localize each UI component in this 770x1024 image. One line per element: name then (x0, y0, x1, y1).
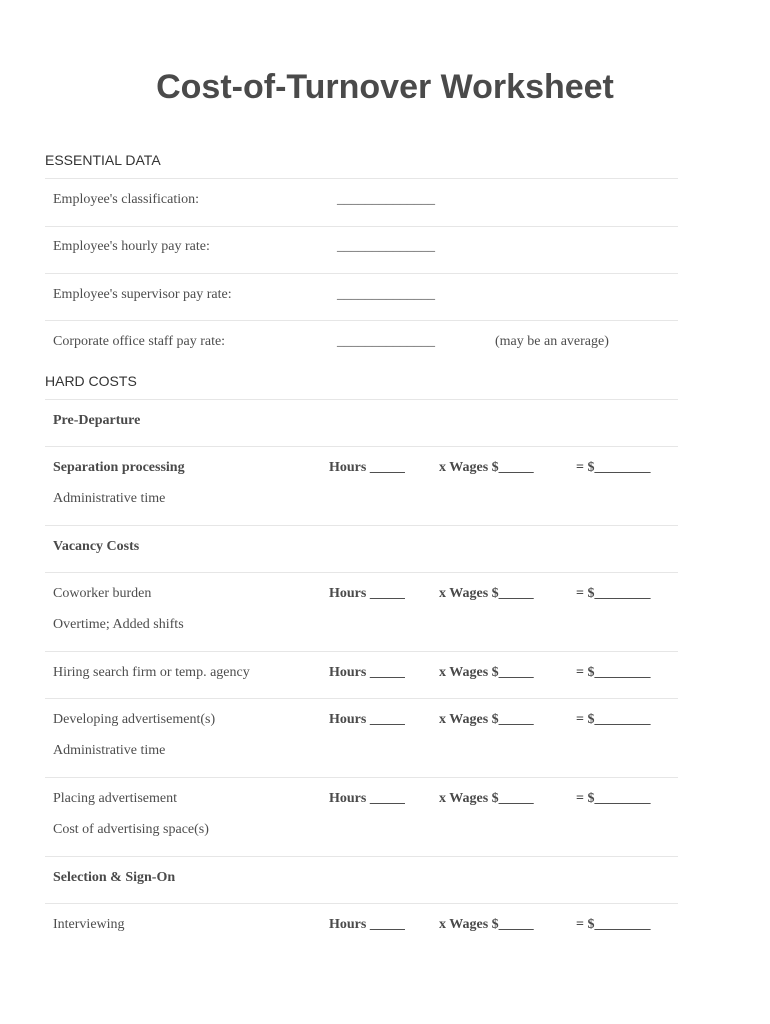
page-title: Cost-of-Turnover Worksheet (156, 68, 614, 106)
hours-blank[interactable]: Hours _____ (329, 917, 405, 932)
divider (45, 856, 678, 857)
subheading-selection-sign-on: Selection & Sign-On (53, 870, 176, 885)
wages-blank[interactable]: x Wages $_____ (439, 712, 534, 727)
total-blank[interactable]: = $________ (576, 791, 651, 806)
wages-blank[interactable]: x Wages $_____ (439, 917, 534, 932)
hourly-pay-blank[interactable]: ______________ (337, 239, 435, 254)
divider (45, 903, 678, 904)
total-blank[interactable]: = $________ (576, 917, 651, 932)
placing-ad-sublabel: Cost of advertising space(s) (53, 822, 209, 837)
coworker-burden-sublabel: Overtime; Added shifts (53, 617, 184, 632)
divider (45, 525, 678, 526)
wages-blank[interactable]: x Wages $_____ (439, 586, 534, 601)
hours-blank[interactable]: Hours _____ (329, 791, 405, 806)
developing-ad-label: Developing advertisement(s) (53, 712, 216, 727)
divider (45, 777, 678, 778)
divider (45, 226, 678, 227)
separation-processing-sublabel: Administrative time (53, 491, 166, 506)
separation-processing-label: Separation processing (53, 460, 185, 475)
corporate-pay-label: Corporate office staff pay rate: (53, 334, 226, 349)
divider (45, 446, 678, 447)
section-heading-essential-data: ESSENTIAL DATA (45, 152, 161, 168)
total-blank[interactable]: = $________ (576, 712, 651, 727)
divider (45, 572, 678, 573)
supervisor-pay-label: Employee's supervisor pay rate: (53, 287, 232, 302)
total-blank[interactable]: = $________ (576, 586, 651, 601)
wages-blank[interactable]: x Wages $_____ (439, 791, 534, 806)
total-blank[interactable]: = $________ (576, 665, 651, 680)
placing-ad-label: Placing advertisement (53, 791, 178, 806)
divider (45, 399, 678, 400)
subheading-pre-departure: Pre-Departure (53, 413, 141, 428)
divider (45, 320, 678, 321)
section-heading-hard-costs: HARD COSTS (45, 373, 137, 389)
supervisor-pay-blank[interactable]: ______________ (337, 287, 435, 302)
wages-blank[interactable]: x Wages $_____ (439, 665, 534, 680)
divider (45, 698, 678, 699)
hiring-search-label: Hiring search firm or temp. agency (53, 665, 250, 680)
subheading-vacancy-costs: Vacancy Costs (53, 539, 140, 554)
divider (45, 178, 678, 179)
divider (45, 273, 678, 274)
corporate-pay-note: (may be an average) (495, 334, 609, 349)
divider (45, 651, 678, 652)
hours-blank[interactable]: Hours _____ (329, 665, 405, 680)
classification-label: Employee's classification: (53, 192, 199, 207)
hours-blank[interactable]: Hours _____ (329, 460, 405, 475)
total-blank[interactable]: = $________ (576, 460, 651, 475)
hourly-pay-label: Employee's hourly pay rate: (53, 239, 210, 254)
classification-blank[interactable]: ______________ (337, 192, 435, 207)
hours-blank[interactable]: Hours _____ (329, 586, 405, 601)
interviewing-label: Interviewing (53, 917, 125, 932)
wages-blank[interactable]: x Wages $_____ (439, 460, 534, 475)
corporate-pay-blank[interactable]: ______________ (337, 334, 435, 349)
coworker-burden-label: Coworker burden (53, 586, 152, 601)
hours-blank[interactable]: Hours _____ (329, 712, 405, 727)
developing-ad-sublabel: Administrative time (53, 743, 166, 758)
